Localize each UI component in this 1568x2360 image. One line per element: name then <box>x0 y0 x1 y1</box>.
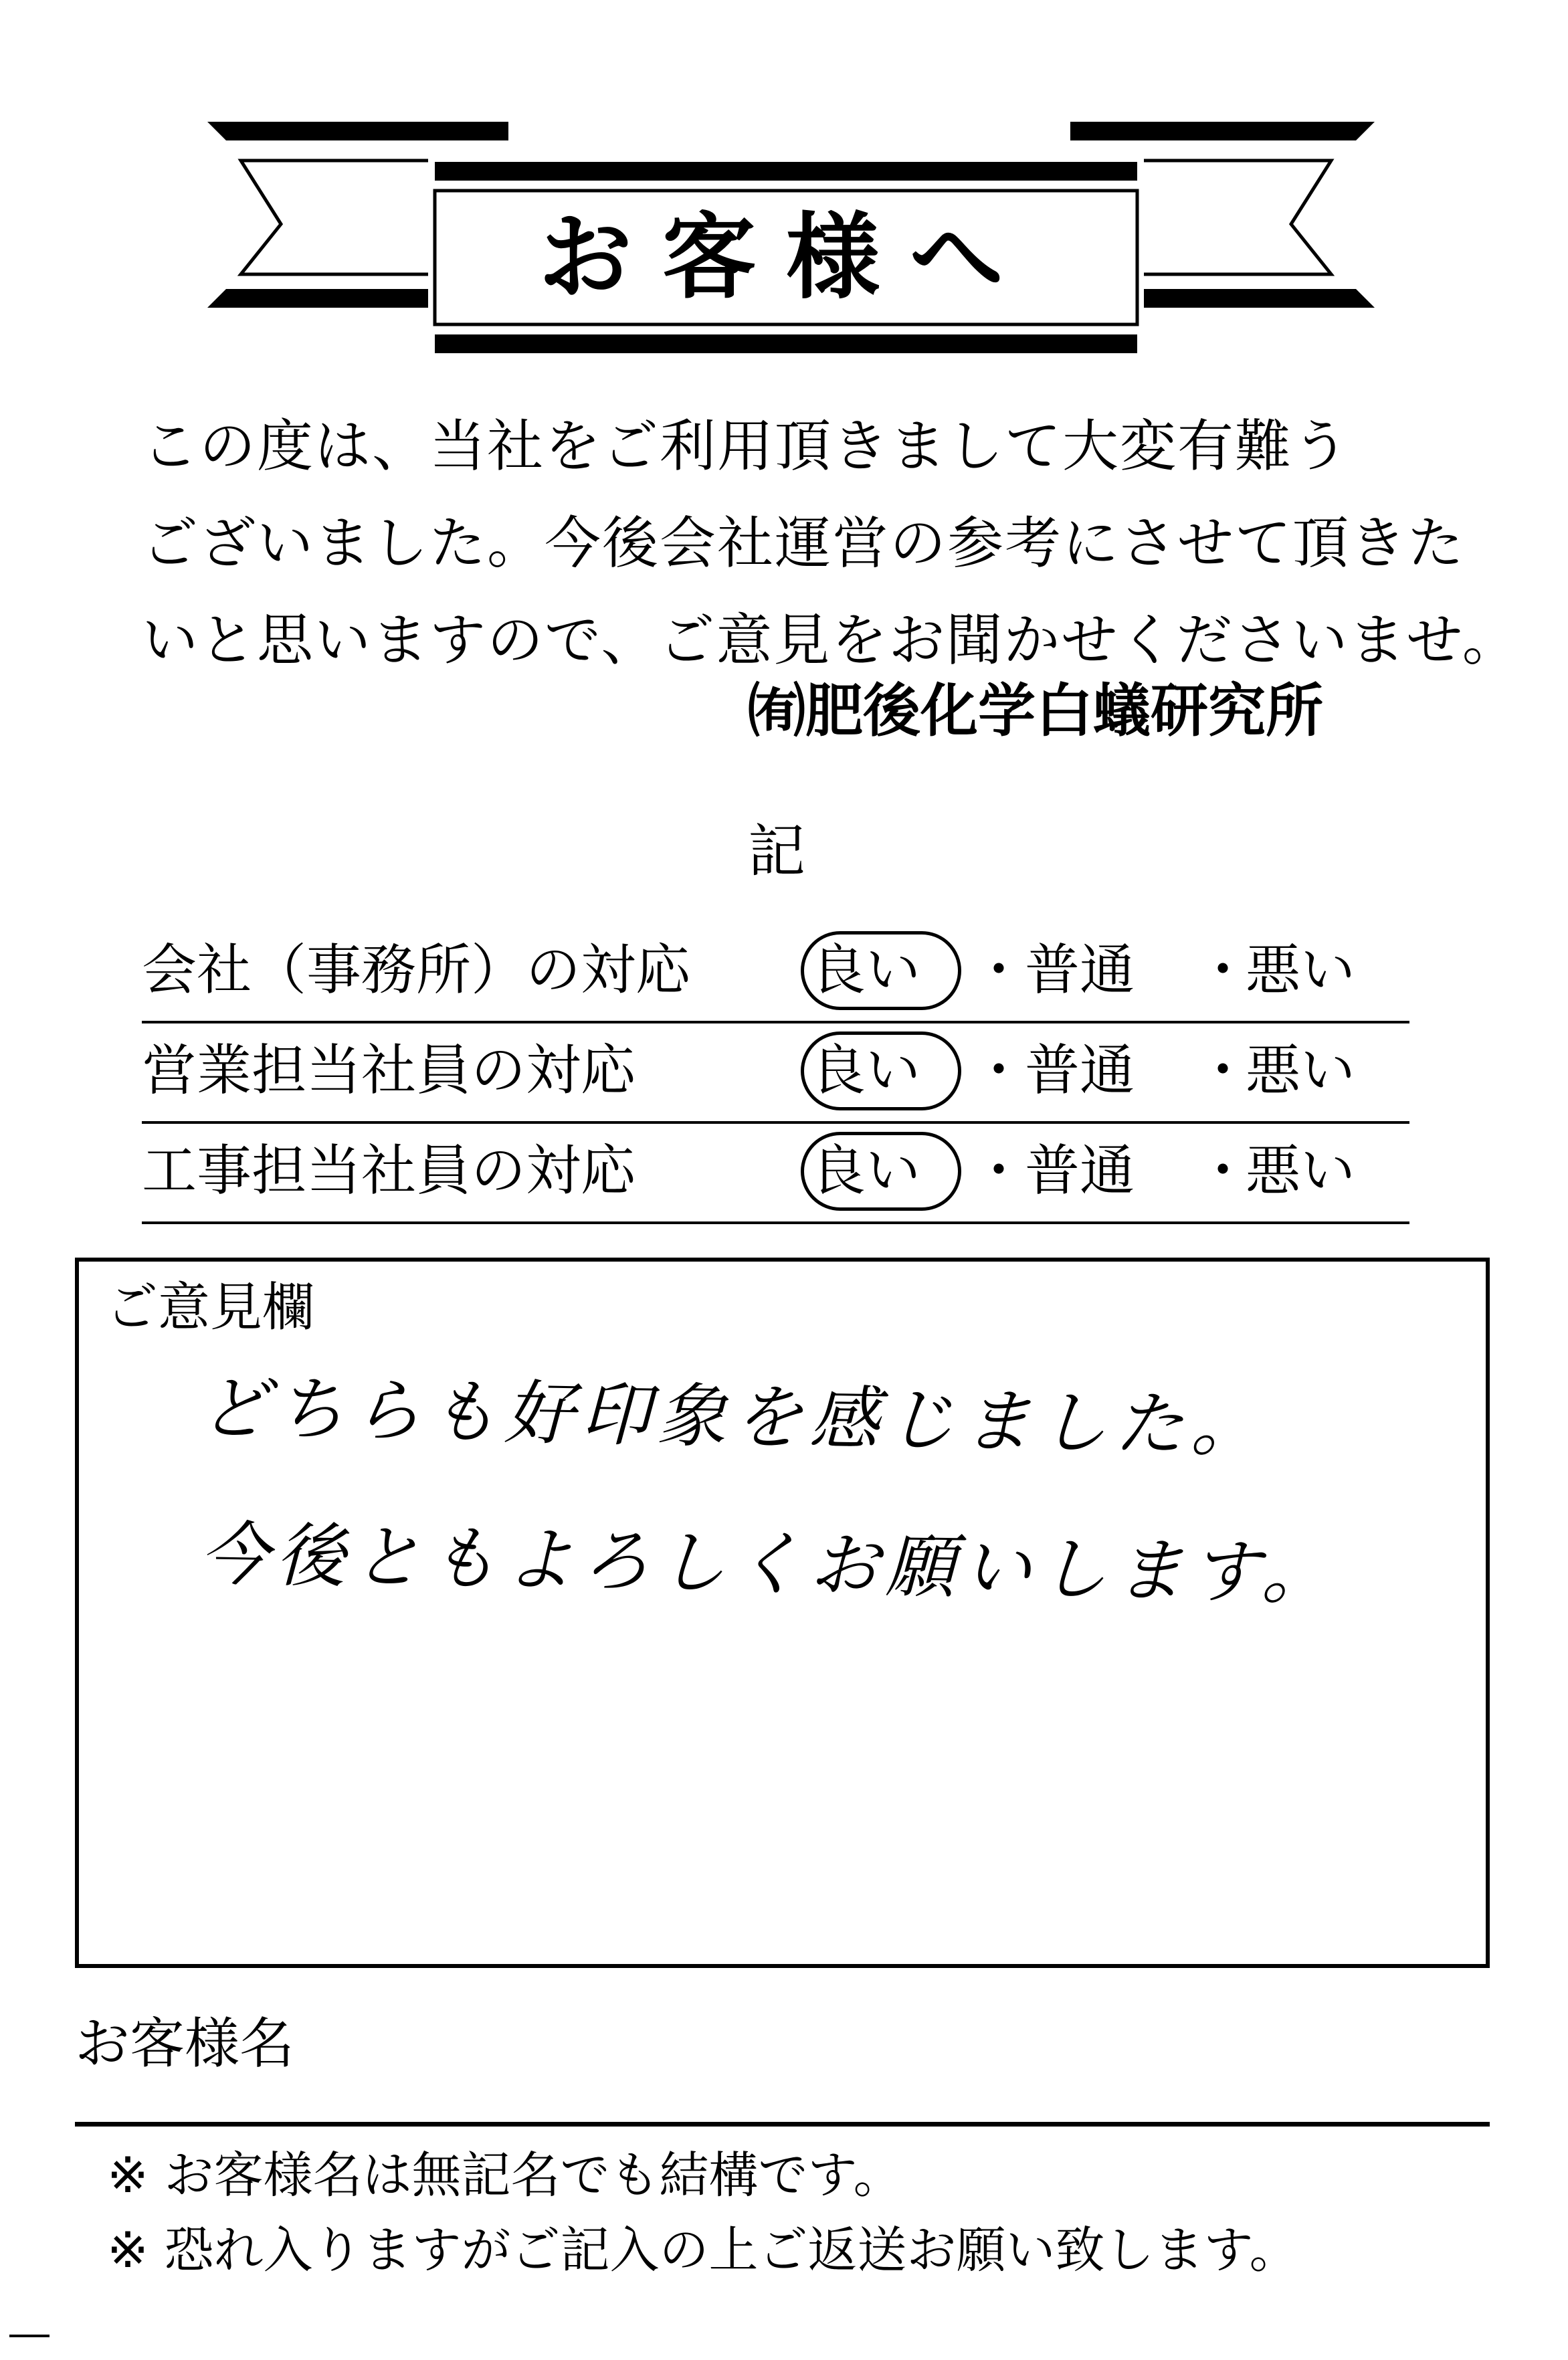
page-title: お客様へ <box>538 203 1034 312</box>
rating-row-label: 工事担当社員の対応 <box>142 1139 636 1203</box>
option-separator: ・ <box>1195 939 1251 1002</box>
option-separator: ・ <box>1195 1039 1251 1102</box>
intro-line: ございました。今後会社運営の参考にさせて頂きた <box>142 510 1466 576</box>
rating-row-company <box>142 923 1409 1023</box>
comment-box[interactable] <box>75 1258 1490 1968</box>
option-normal[interactable]: 普通 <box>1025 1039 1135 1102</box>
option-normal[interactable]: 普通 <box>1025 1139 1135 1203</box>
note-line: ※ お客様名は無記名でも結構です。 <box>107 2147 903 2204</box>
option-separator: ・ <box>971 1039 1027 1102</box>
banner-ribbon-left <box>241 161 428 274</box>
rating-row-sales <box>142 1023 1409 1124</box>
banner-bar-top-right <box>1070 122 1375 140</box>
banner-ribbon-right <box>1144 161 1331 274</box>
banner-plaque-bar-bottom <box>435 334 1137 353</box>
banner-plaque-bar-top <box>435 162 1137 181</box>
option-bad[interactable]: 悪い <box>1246 939 1356 1002</box>
option-good[interactable]: 良い <box>811 1039 921 1102</box>
intro-text <box>142 398 1520 689</box>
row-divider <box>142 1221 1409 1224</box>
option-normal[interactable]: 普通 <box>1025 939 1135 1002</box>
company-name: ㈲肥後化学白蟻研究所 <box>748 678 1323 745</box>
notes <box>107 2138 1299 2288</box>
rating-row-construction <box>142 1124 1409 1224</box>
note-line: ※ 恐れ入りますがご記入の上ご返送お願い致します。 <box>107 2222 1299 2279</box>
intro-line: いと思いますので、ご意見をお聞かせくださいませ。 <box>142 607 1520 673</box>
comment-label: ご意見欄 <box>106 1278 315 1338</box>
handwritten-comment-line: どちらも好印象を感じました。 <box>199 1367 1268 1467</box>
banner-bar-bottom-right <box>1144 289 1375 308</box>
intro-line: この度は、当社をご利用頂きまして大変有難う <box>142 413 1351 479</box>
banner-bar-top-left <box>207 122 508 140</box>
rating-row-label: 営業担当社員の対応 <box>142 1039 636 1102</box>
handwritten-comment-line: 今後ともよろしくお願いします。 <box>199 1513 1339 1615</box>
customer-name-field[interactable] <box>75 2122 1490 2127</box>
option-separator: ・ <box>1195 1139 1251 1203</box>
option-separator: ・ <box>971 1139 1027 1203</box>
option-bad[interactable]: 悪い <box>1246 1039 1356 1102</box>
stray-mark <box>9 2335 50 2337</box>
option-separator: ・ <box>971 939 1027 1002</box>
ki-heading: 記 <box>748 818 805 885</box>
rating-row-label: 会社（事務所）の対応 <box>142 939 691 1002</box>
banner-bar-bottom-left <box>207 289 428 308</box>
option-good[interactable]: 良い <box>811 1139 921 1203</box>
customer-name-label: お客様名 <box>75 2012 295 2076</box>
option-good[interactable]: 良い <box>811 939 921 1002</box>
option-bad[interactable]: 悪い <box>1246 1139 1356 1203</box>
